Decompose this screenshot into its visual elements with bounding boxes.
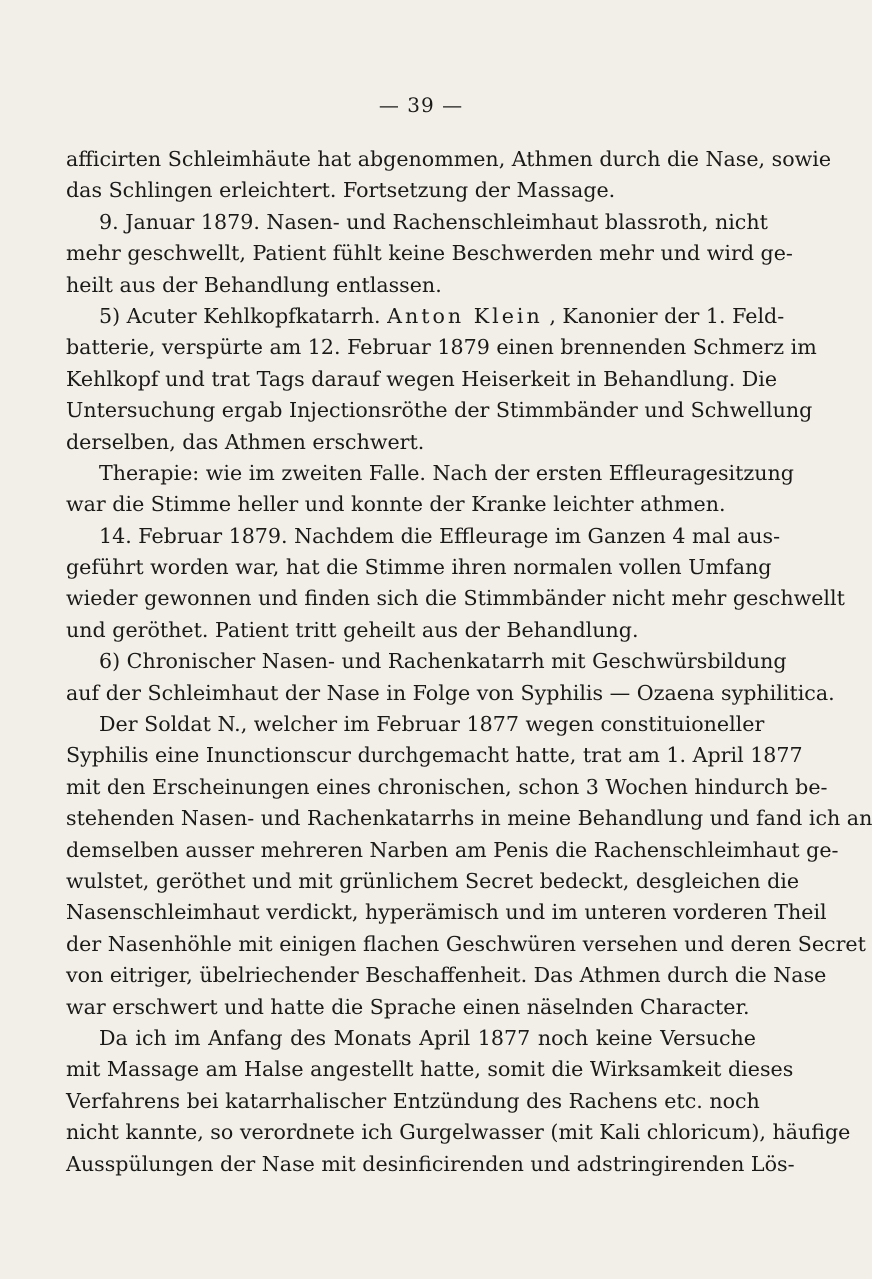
text-line: das Schlingen erleichtert. Fortsetzung der Massage. xyxy=(66,178,616,203)
text-line: geführt worden war, hat die Stimme ihren normalen vollen Umfang xyxy=(66,555,772,580)
text-line: mit Massage am Halse angestellt hatte, somit die Wirksamkeit dieses xyxy=(66,1057,794,1082)
body-text xyxy=(66,144,872,1180)
text-line: und geröthet. Patient tritt geheilt aus der Behandlung. xyxy=(66,617,639,642)
case-5-title-rest: , Kanonier der 1. Feld- xyxy=(549,303,785,328)
text-line: Der Soldat N., welcher im Februar 1877 wegen constituioneller xyxy=(99,712,765,737)
text-line: afficirten Schleimhäute hat abgenommen, Athmen durch die Nase, sowie xyxy=(66,147,832,171)
text-line: Nasenschleimhaut verdickt, hyperämisch und im unteren vorderen Theil xyxy=(66,900,827,925)
text-line: demselben ausser mehreren Narben am Penis die Rachenschleimhaut ge- xyxy=(66,837,839,862)
text-line: stehenden Nasen- und Rachenkatarrhs in meine Behandlung und fand ich an xyxy=(66,806,872,831)
text-line: 9. Januar 1879. Nasen- und Rachenschleimhaut blassroth, nicht xyxy=(99,209,768,234)
text-line: der Nasenhöhle mit einigen flachen Geschwüren versehen und deren Secret xyxy=(66,931,866,956)
text-line: war erschwert und hatte die Sprache einen näselnden Character. xyxy=(66,994,750,1019)
text-line: Kehlkopf und trat Tags darauf wegen Heiserkeit in Behandlung. Die xyxy=(66,366,778,391)
text-line: heilt aus der Behandlung entlassen. xyxy=(66,272,442,297)
text-line: nicht kannte, so verordnete ich Gurgelwasser (mit Kali chloricum), häufige xyxy=(66,1120,851,1145)
text-line: wieder gewonnen und finden sich die Stimmbänder nicht mehr geschwellt xyxy=(66,586,845,611)
text-line: Therapie: wie im zweiten Falle. Nach der ersten Effleuragesitzung xyxy=(99,460,794,485)
text-line: derselben, das Athmen erschwert. xyxy=(66,429,425,454)
text-line: von eitriger, übelriechender Beschaffenheit. Das Athmen durch die Nase xyxy=(66,963,827,988)
text-line: Da ich im Anfang des Monats April 1877 noch keine Versuche xyxy=(99,1025,756,1050)
text-line: 14. Februar 1879. Nachdem die Effleurage im Ganzen 4 mal aus- xyxy=(99,523,781,548)
case-heading-line xyxy=(66,301,785,332)
patient-name: Anton Klein xyxy=(387,303,543,328)
text-line: 6) Chronischer Nasen- und Rachenkatarrh mit Geschwürsbildung xyxy=(99,649,787,674)
text-line: Syphilis eine Inunctionscur durchgemacht hatte, trat am 1. April 1877 xyxy=(66,743,803,768)
text-line: batterie, verspürte am 12. Februar 1879 einen brennenden Schmerz im xyxy=(66,335,817,360)
text-line: mit den Erscheinungen eines chronischen, schon 3 Wochen hindurch be- xyxy=(66,774,828,799)
page-number: — 39 — xyxy=(378,93,464,117)
text-line: Ausspülungen der Nase mit desinficirenden und adstringirenden Lös- xyxy=(66,1151,795,1176)
case-5-title: 5) Acuter Kehlkopfkatarrh. xyxy=(99,303,381,328)
text-line: wulstet, geröthet und mit grünlichem Secret bedeckt, desgleichen die xyxy=(66,868,800,893)
text-line: auf der Schleimhaut der Nase in Folge von Syphilis — Ozaena syphilitica. xyxy=(66,680,835,705)
text-line: Verfahrens bei katarrhalischer Entzündung des Rachens etc. noch xyxy=(66,1088,760,1113)
text-line: mehr geschwellt, Patient fühlt keine Beschwerden mehr und wird ge- xyxy=(66,241,793,266)
text-line: war die Stimme heller und konnte der Kranke leichter athmen. xyxy=(66,492,726,517)
text-line: Untersuchung ergab Injectionsröthe der Stimmbänder und Schwellung xyxy=(66,398,813,423)
